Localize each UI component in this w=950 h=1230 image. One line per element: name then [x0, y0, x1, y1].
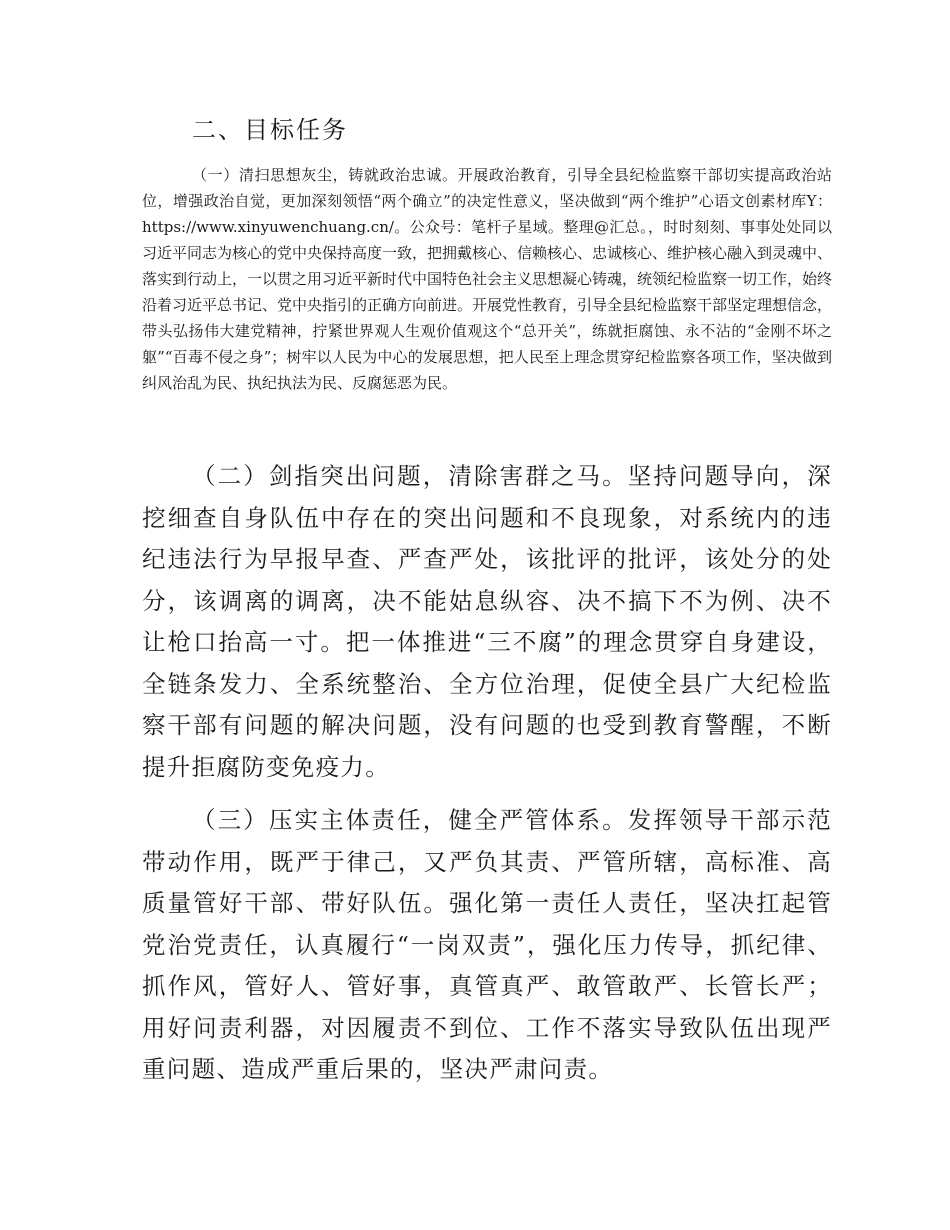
- paragraph-3: （三）压实主体责任，健全严管体系。发挥领导干部示范带动作用，既严于律己，又严负其责、严管所辖，高标准、高质量管好干部、带好队伍。强化第一责任人责任，坚决扛起管党治党责任，认真履行“一岗双责”，强化压力传导，抓纪律、抓作风，管好人、管好事，真管真严、敢管敢严、长管长严；用好问责利器，对因履责不到位、工作不落实导致队伍出现严重问题、造成严重后果的，坚决严肃问责。: [142, 806, 832, 1083]
- section-heading: 二、目标任务: [192, 116, 348, 144]
- paragraph-1: （一）清扫思想灰尘，铸就政治忠诚。开展政治教育，引导全县纪检监察干部切实提高政治站位，增强政治自觉，更加深刻领悟“两个确立”的决定性意义，坚决做到“两个维护”心语文创素材库Y：https://www.xinyuwenchuang.cn/。公众号：笔杆子星域。整理@汇总。，时时刻刻、事事处处同以习近平同志为核心的党中央保持高度一致，把拥戴核心、信赖核心、忠诚核心、维护核心融入到灵魂中、落实到行动上，一以贯之用习近平新时代中国特色社会主义思想凝心铸魂，统领纪检监察一切工作，始终沿着习近平总书记、党中央指引的正确方向前进。开展党性教育，引导全县纪检监察干部坚定理想信念，带头弘扬伟大建党精神，拧紧世界观人生观价值观这个“总开关”，练就拒腐蚀、永不沾的“金刚不坏之躯”“百毒不侵之身”；树牢以人民为中心的发展思想，把人民至上理念贯穿纪检监察各项工作，坚决做到纠风治乱为民、执纪执法为民、反腐惩恶为民。: [142, 166, 833, 392]
- paragraph-2: （二）剑指突出问题，清除害群之马。坚持问题导向，深挖细查自身队伍中存在的突出问题和不良现象，对系统内的违纪违法行为早报早查、严查严处，该批评的批评，该处分的处分，该调离的调离，决不能姑息纵容、决不搞下不为例、决不让枪口抬高一寸。把一体推进“三不腐”的理念贯穿自身建设，全链条发力、全系统整治、全方位治理，促使全县广大纪检监察干部有问题的解决问题，没有问题的也受到教育警醒，不断提升拒腐防变免疫力。: [142, 462, 832, 781]
